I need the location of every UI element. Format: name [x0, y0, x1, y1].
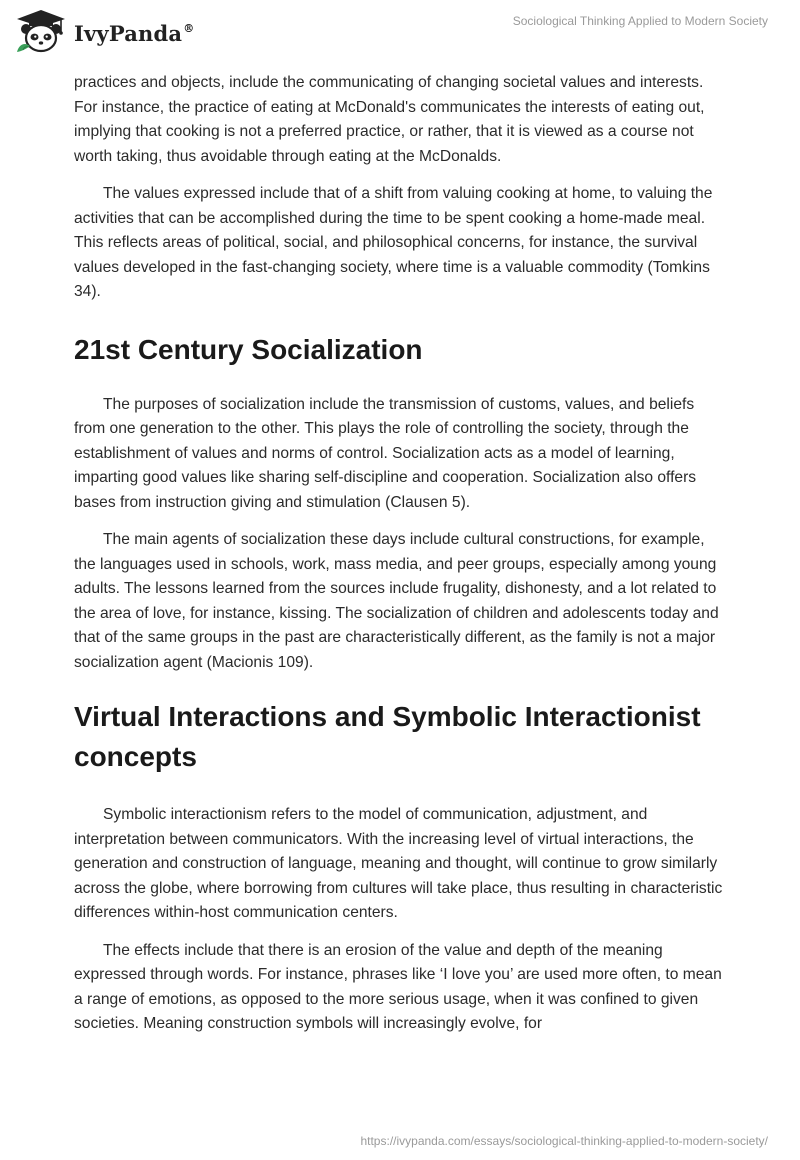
logo-wordmark: IvyPanda®: [74, 20, 195, 46]
paragraph-6: The effects include that there is an erosion of the value and depth of the meaning expressed through words. For instance, phrases like ‘I love you’ are used more often, to mean a range of emotions, as opposed to the more serious usage, when it was confined to given societies. Meaning construction symbols will increasingly evolve, for: [74, 941, 722, 1032]
paragraph-2: The values expressed include that of a shift from valuing cooking at home, to valuing the activities that can be accomplished during the time to be spent cooking a home-made meal. This reflects areas of political, social, and philosophical concerns, for instance, the survival values developed in the fast-changing society, where time is a valuable commodity (Tomkins 34).: [74, 185, 713, 300]
paragraph-3: The purposes of socialization include the transmission of customs, values, and beliefs from one generation to the other. This plays the role of controlling the society, through the establishment of values and norms of control. Socialization acts as a model of learning, imparting good values like sharing self-discipline and cooperation. Socialization also offers bases from instruction giving and stimulation (Clausen 5).: [74, 395, 697, 511]
panda-graduation-cap-icon: [14, 8, 68, 54]
heading-21st-century-socialization: 21st Century Socialization: [74, 333, 423, 365]
ivypanda-logo[interactable]: [14, 8, 194, 54]
essay-body: [74, 71, 726, 1050]
heading-virtual-interactions: Virtual Interactions and Symbolic Interactionist concepts: [74, 701, 701, 772]
paragraph-4: The main agents of socialization these days include cultural constructions, for example, the languages used in schools, work, mass media, and peer groups, especially among young adults. The lessons learned from the sources include frugality, dishonesty, and a lot related to the area of love, for instance, kissing. The socialization of children and adolescents today and that of the same groups in the past are characteristically different, as the family is not a major socialization agent (Macionis 109).: [74, 531, 719, 671]
paragraph-5: Symbolic interactionism refers to the model of communication, adjustment, and interpretation between communicators. With the increasing level of virtual interactions, the generation and construction of language, meaning and thought, will continue to grow similarly across the globe, where borrowing from cultures will take place, thus resulting in characteristic differences within-host communication centers.: [74, 806, 723, 921]
document-title: Sociological Thinking Applied to Modern Society: [512, 14, 768, 28]
paragraph-1: practices and objects, include the communicating of changing societal values and interests. For instance, the practice of eating at McDonald's communicates the interests of eating out, implying that cooking is not a preferred practice, or rather, that it is viewed as a course not worth taking, thus avoidable through eating at the McDonalds.: [74, 74, 705, 165]
page-header: [0, 0, 800, 60]
source-url[interactable]: https://ivypanda.com/essays/sociological-thinking-applied-to-modern-society/: [360, 1134, 768, 1148]
registered-mark: ®: [183, 21, 195, 35]
